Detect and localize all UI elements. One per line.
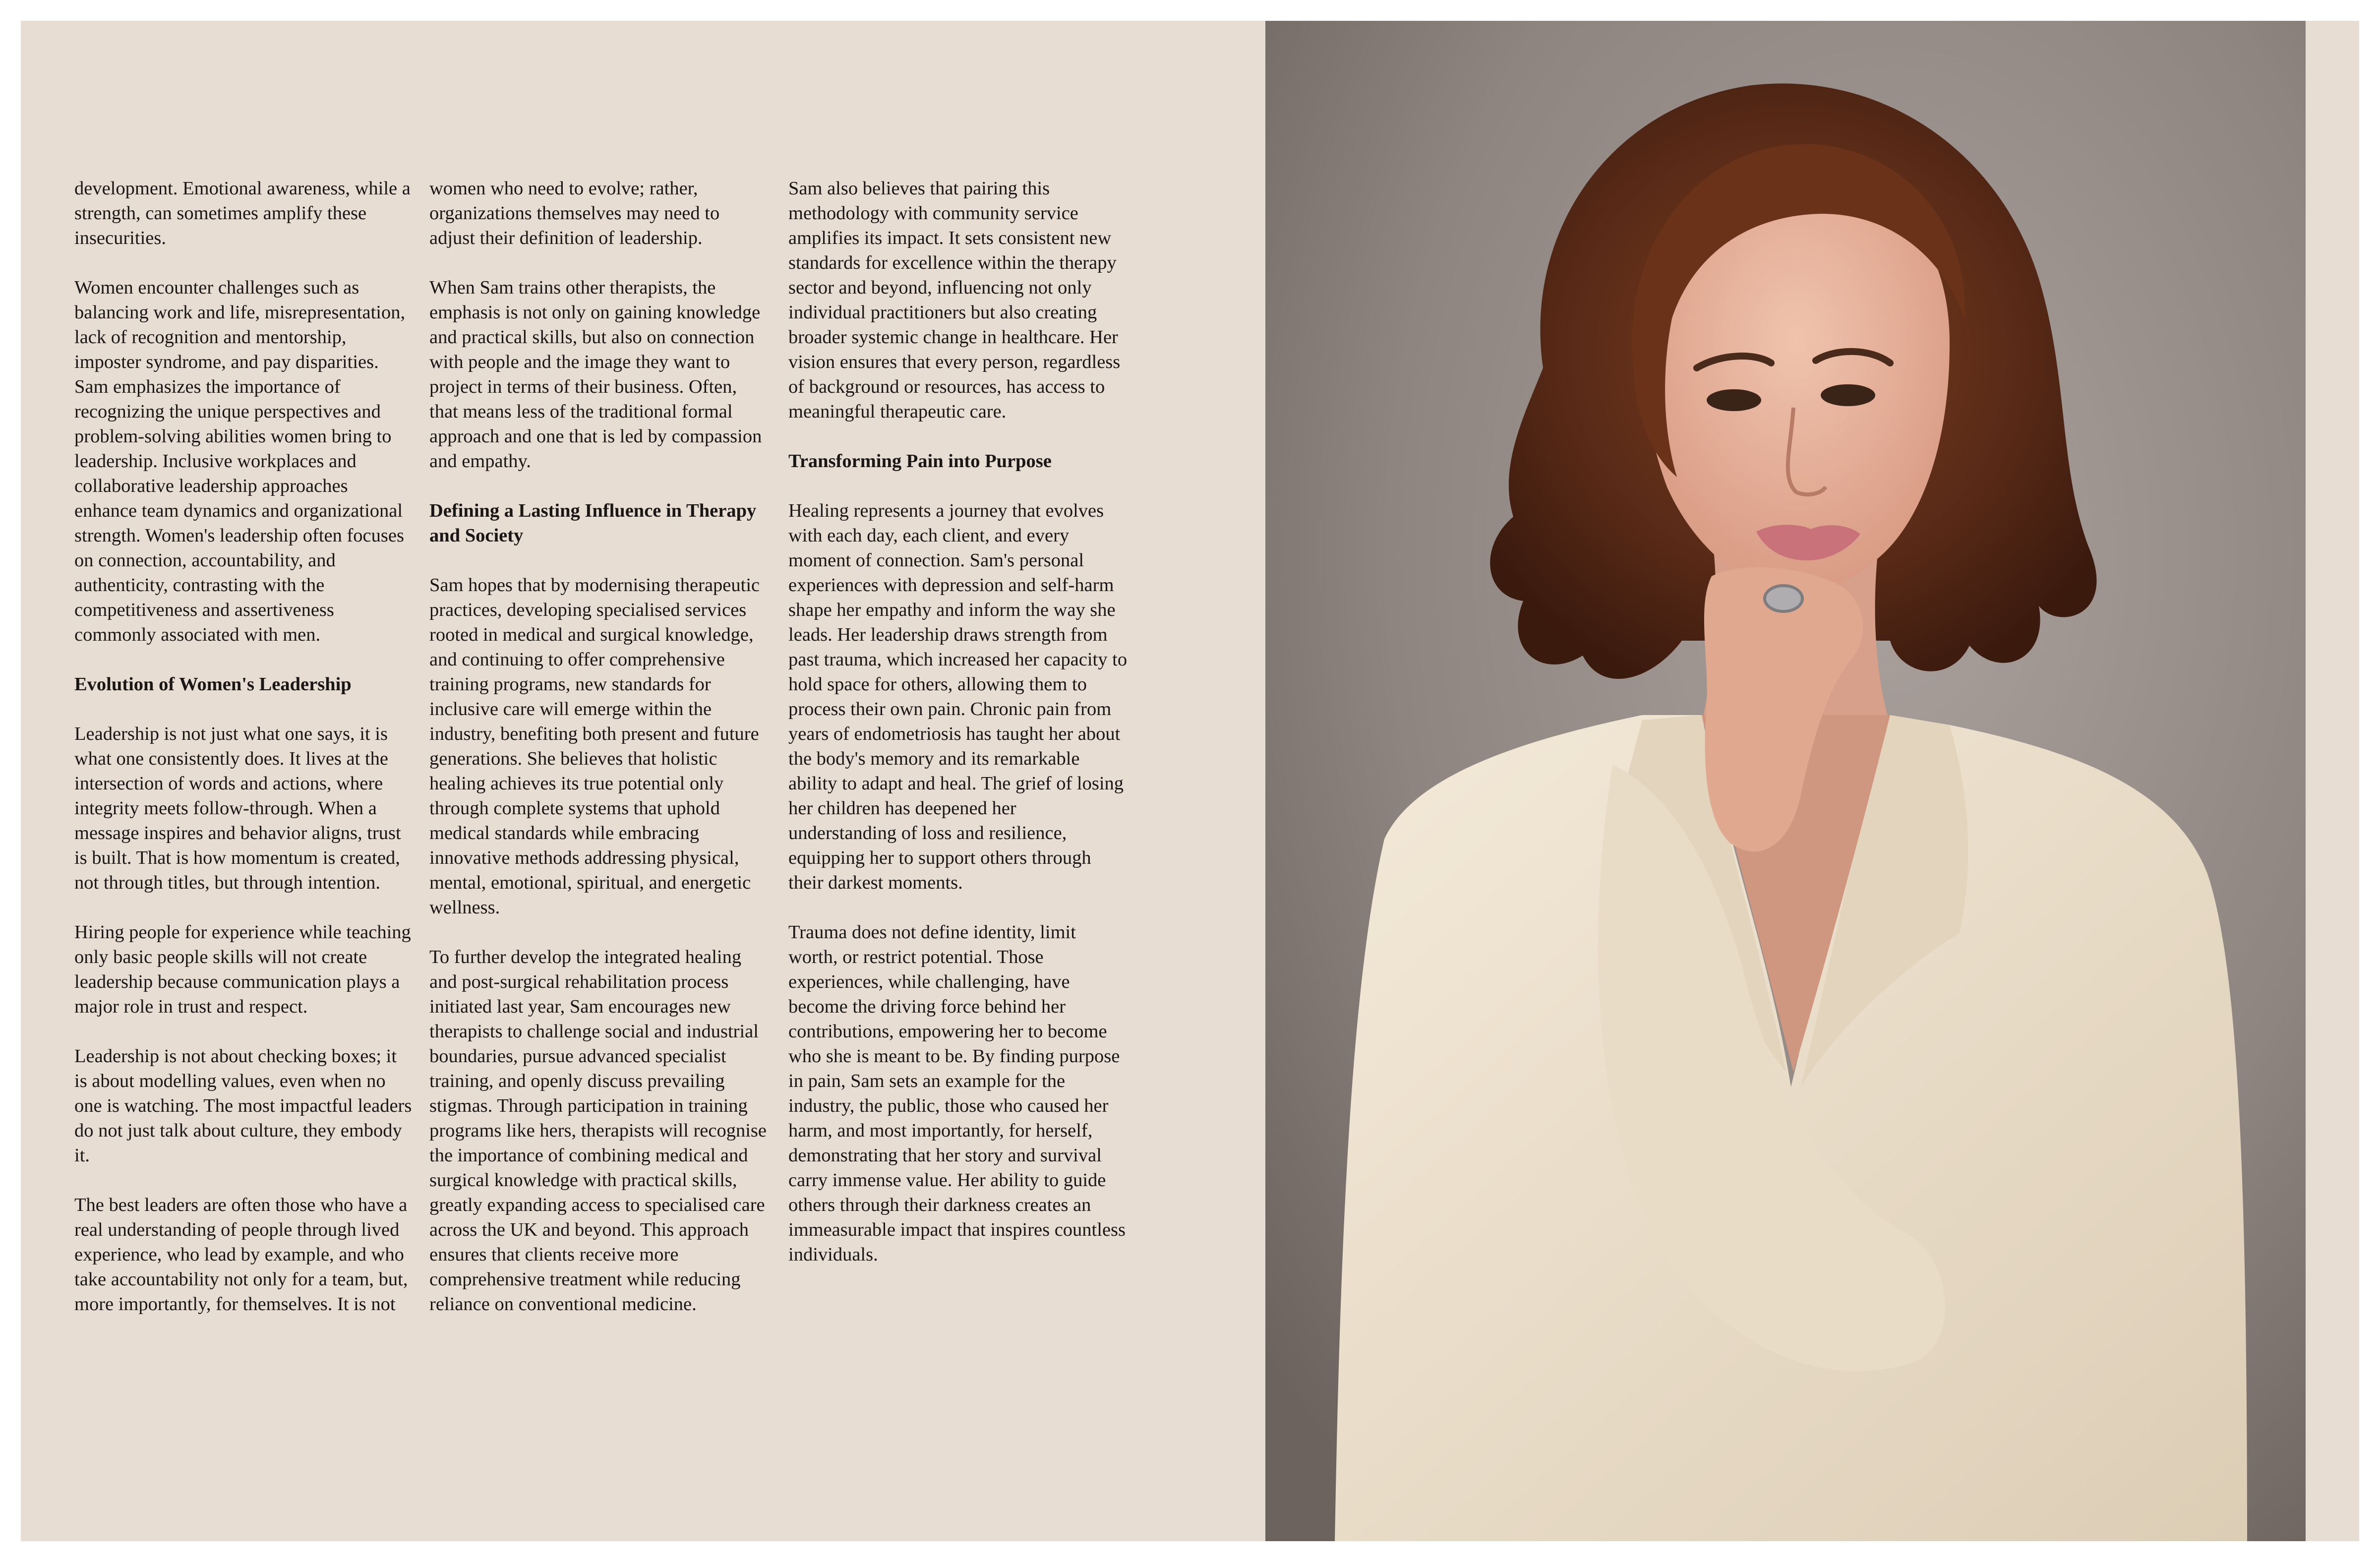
paragraph: women who need to evolve; rather, organizations themselves may need to adjust their definition of leadership. [429,178,720,248]
section-heading: Defining a Lasting Influence in Therapy and Society [429,500,757,546]
paragraph: Hiring people for experience while teaching only basic people skills will not create leadership because communication plays a major role in trust and respect. [74,922,411,1017]
portrait-illustration [1265,21,2306,1541]
paragraph: development. Emotional awareness, while a strength, can sometimes amplify these insecurities. [74,178,411,248]
paragraph: Sam also believes that pairing this methodology with community service amplifies its impact. It sets consistent new standards for excellence within the therapy sector and beyond, influencing not only individual practitioners but also creating broader systemic change in healthcare. Her vision ensures that every person, regardless of background or resources, has access to meaningful therapeutic care. [788,178,1121,422]
paragraph: Leadership is not just what one says, it is what one consistently does. It lives at the intersection of words and actions, where integrity meets follow-through. When a message inspires and behavior aligns, trust is built. That is how momentum is created, not through titles, but through intention. [74,723,401,893]
right-page-margin [2306,21,2359,1541]
article-column-3 [788,176,1128,1292]
right-eye [1821,384,1875,406]
paragraph: Women encounter challenges such as balancing work and life, misrepresentation, lack of recognition and mentorship, imposter syndrome, and pay disparities. Sam emphasizes the importance of recognizing the unique perspectives and problem-solving abilities women bring to leadership. Inclusive workplaces and collaborative leadership approaches enhance team dynamics and organizational strength. Women's leadership often focuses on connection, accountability, and authenticity, contrasting with the competitiveness and assertiveness commonly associated with men. [74,277,406,645]
left-eye [1707,389,1761,411]
paragraph: Leadership is not about checking boxes; it is about modelling values, even when no one is watching. The most impactful leaders do not just talk about culture, they embody it. [74,1046,412,1166]
paragraph: Healing represents a journey that evolves with each day, each client, and every moment of connection. Sam's personal experiences with depression and self-harm shape her empathy and inform the way she leads. Her leadership draws strength from past trauma, which increased her capacity to hold space for others, allowing them to process their own pain. Chronic pain from years of endometriosis has taught her about the body's memory and its remarkable ability to adapt and heal. The grief of losing her children has deepened her understanding of loss and resilience, equipping her to support others through their darkest moments. [788,500,1128,893]
paragraph: When Sam trains other therapists, the emphasis is not only on gaining knowledge and practical skills, but also on connection with people and the image they want to project in terms of their business. Often, that means less of the traditional formal approach and one that is led by compassion and empathy. [429,277,762,472]
article-column-1 [74,176,414,1341]
section-heading: Evolution of Women's Leadership [74,674,352,695]
paragraph: Sam hopes that by modernising therapeutic practices, developing specialised services rooted in medical and surgical knowledge, and continuing to offer comprehensive training programs, new standards for inclusive care will emerge within the industry, benefiting both present and future generations. She believes that holistic healing achieves its true potential only through complete systems that uphold medical standards while embracing innovative methods addressing physical, mental, emotional, spiritual, and energetic wellness. [429,575,760,918]
article-column-2 [429,176,767,1341]
section-heading: Transforming Pain into Purpose [788,451,1052,472]
paragraph: To further develop the integrated healing and post-surgical rehabilitation process initiated last year, Sam encourages new therapists to challenge social and industrial boundaries, pursue advanced specialist training, and openly discuss prevailing stigmas. Through participation in training programs like hers, therapists will recognise the importance of combining medical and surgical knowledge with practical skills, greatly expanding access to specialised care across the UK and beyond. This approach ensures that clients receive more comprehensive treatment while reducing reliance on conventional medicine. [429,947,767,1315]
paragraph: The best leaders are often those who have a real understanding of people through lived experience, who lead by example, and who take accountability not only for a team, but, more importantly, for themselves. It is not [74,1195,408,1315]
paragraph: Trauma does not define identity, limit worth, or restrict potential. Those experiences, while challenging, have become the driving force behind her contributions, empowering her to become who she is meant to be. By finding purpose in pain, Sam sets an example for the industry, the public, those who caused her harm, and most importantly, for herself, demonstrating that her story and survival carry immense value. Her ability to guide others through their darkness creates an immeasurable impact that inspires countless individuals. [788,922,1126,1265]
portrait-photo [1265,21,2306,1541]
ring [1765,586,1802,611]
